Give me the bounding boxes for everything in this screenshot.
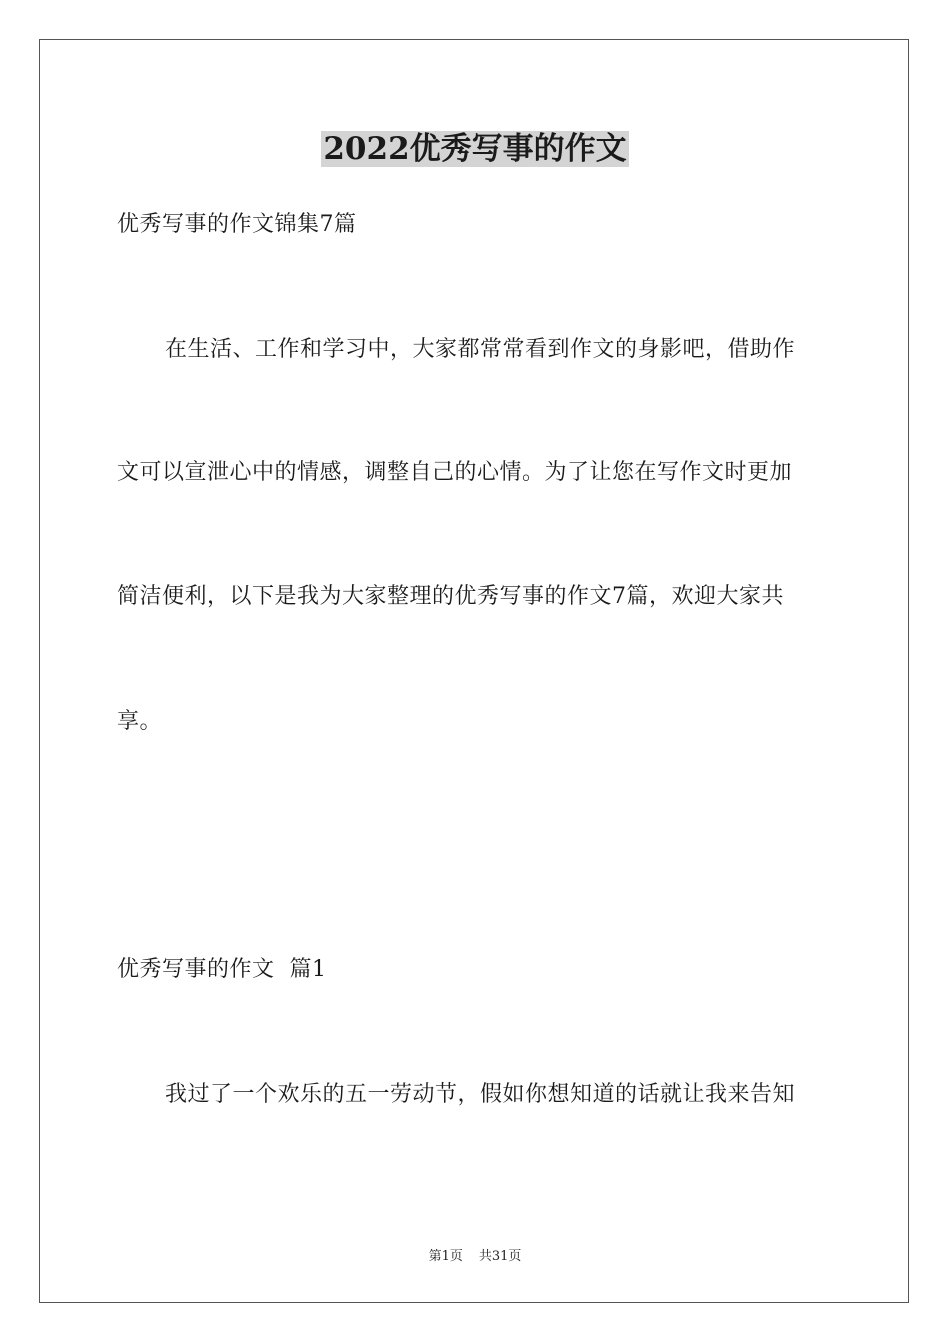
intro-line-2: 文可以宣泄心中的情感，调整自己的心情。为了让您在写作文时更加 xyxy=(117,460,793,485)
intro-line-4: 享。 xyxy=(117,709,163,734)
document-subtitle: 优秀写事的作文锦集7篇 xyxy=(117,212,357,237)
intro-line-1: 在生活、工作和学习中，大家都常常看到作文的身影吧，借助作 xyxy=(165,337,796,362)
page-number-current: 第1页 xyxy=(428,1249,463,1264)
intro-line-3: 简洁便利，以下是我为大家整理的优秀写事的作文7篇，欢迎大家共 xyxy=(117,584,784,609)
page-footer xyxy=(0,1248,950,1266)
section-line-1: 我过了一个欢乐的五一劳动节，假如你想知道的话就让我来告知 xyxy=(165,1082,796,1107)
section-heading: 优秀写事的作文 篇1 xyxy=(117,957,327,982)
document-title-text: 2022优秀写事的作文 xyxy=(323,131,627,167)
document-title xyxy=(0,128,950,170)
page-number-total: 共31页 xyxy=(478,1249,522,1264)
